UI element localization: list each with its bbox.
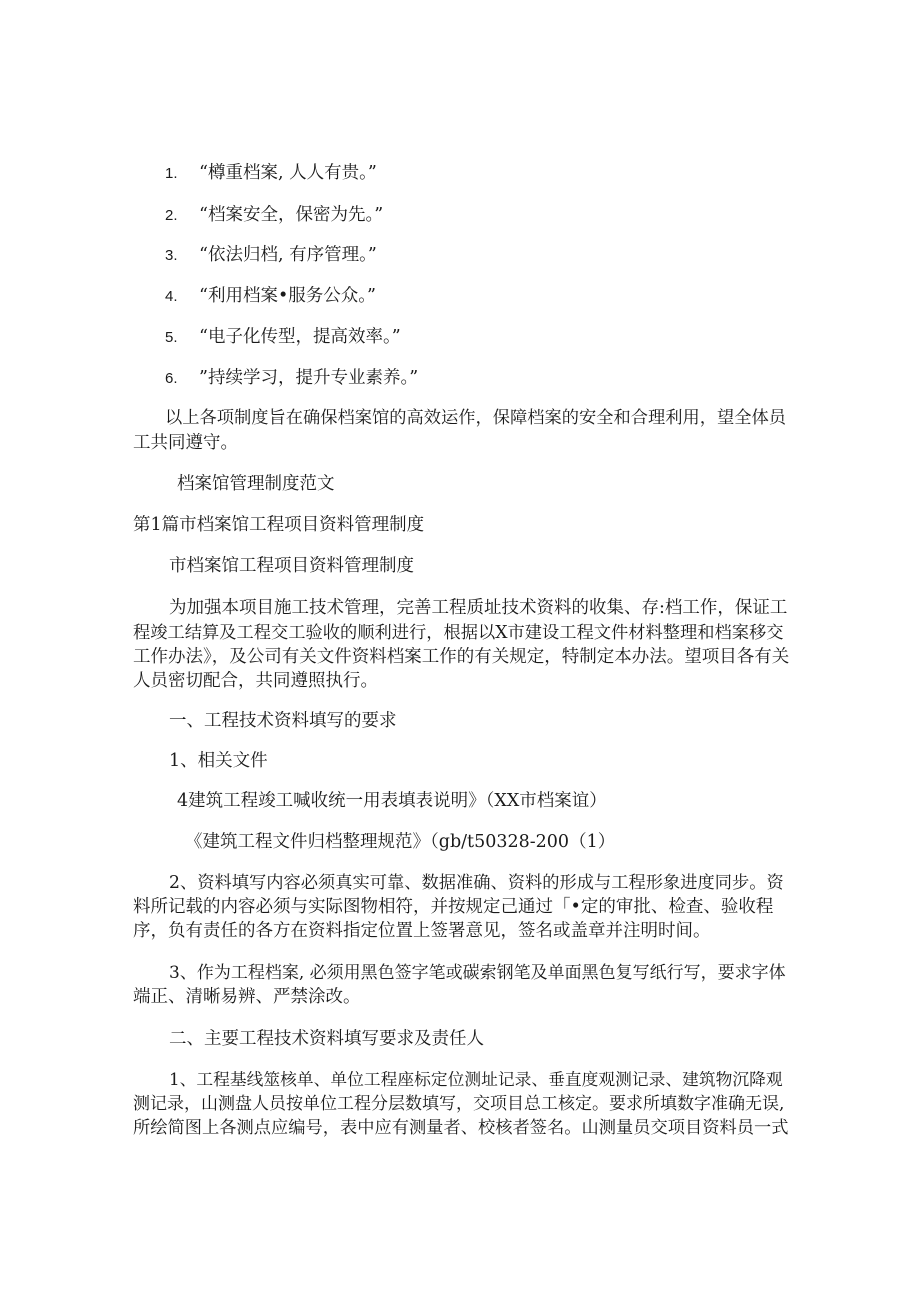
item2-line: 序，负有责任的各方在资料指定位置上签署意见，签名或盖章并注明时间。 (133, 921, 711, 941)
motto-text: “档案安全，保密为先。” (199, 205, 384, 225)
part1-title: 一、工程技术资料填写的要求 (169, 711, 397, 731)
motto-item (165, 162, 377, 185)
motto-number: 2. (165, 207, 178, 224)
part2-item1-line: 1、工程基线筮核单、单位工程座标定位测址记录、垂直度观测记录、建筑物沉降观 (169, 1069, 783, 1089)
summary-line: 以上各项制度旨在确保档案馆的高效运作，保障档案的安全和合理利用，望全体员 (165, 408, 787, 428)
motto-number: 1. (165, 165, 178, 182)
motto-item (165, 326, 401, 349)
motto-text: “电子化传型，提高效率。” (199, 327, 401, 347)
reference-2: 《建筑工程文件归档整理规范》（gb/t50328-200（1） (185, 832, 616, 852)
part2-item1-line: 测记录，山测盘人员按单位工程分层数填写，交项目总工核定。要求所填数字准确无误, (133, 1094, 785, 1114)
section-title: 市档案馆工程项目资料管理制度 (169, 556, 414, 576)
item2-line: 料所记载的内容必须与实际图物相符，并按规定己通过「•定的审批、检查、验收程 (133, 897, 774, 917)
motto-number: 4. (165, 288, 178, 305)
intro-line: 程竣工结算及工程交工验收的顺利进行，根据以X市建设工程文件材料整理和档案移交 (133, 623, 784, 643)
part2-title: 二、主要工程技术资料填写要求及责任人 (169, 1029, 484, 1049)
reference-1: 4建筑工程竣工喊收统一用表填表说明》（XX市档案谊） (177, 791, 607, 811)
motto-number: 3. (165, 247, 178, 264)
intro-line: 为加强本项目施工技术管理，完善工程质址技术资料的收集、存:档工作，保证工 (169, 598, 788, 618)
item2-line: 2、资料填写内容必须真实可靠、数据准确、资料的形成与工程形象进度同步。资 (169, 873, 784, 893)
motto-number: 6. (165, 370, 178, 387)
motto-number: 5. (165, 329, 178, 346)
document-heading: 档案馆管理制度范文 (177, 474, 335, 494)
part2-item1-line: 所绘简图上各测点应编号，表中应有测量者、校核者签名。山测量员交项目资料员一式 (133, 1118, 789, 1138)
motto-item (165, 367, 418, 390)
intro-line: 人员密切配合，共同遵照执行。 (133, 671, 378, 691)
motto-item (165, 244, 377, 267)
summary-line: 工共同遵守。 (133, 433, 238, 453)
item3-line: 端正、清晰易辨、严禁涂改。 (133, 987, 361, 1007)
item3-line: 3、作为工程档案, 必须用黑色签字笔或碳索钢笔及单面黑色复写纸行写，要求字体 (169, 963, 786, 983)
motto-item (165, 285, 376, 308)
chapter-title: 第1篇市档案馆工程项目资料管理制度 (133, 515, 425, 535)
motto-text: ”持续学习，提升专业素养。” (199, 368, 419, 388)
intro-line: 工作办法》，及公司有关文件资料档案工作的有关规定，特制定本办法。望项目各有关 (133, 647, 790, 667)
item1-title: 1、相关文件 (169, 751, 268, 771)
motto-text: “依法归档, 有序管理。” (199, 245, 377, 265)
motto-text: “利用档案•服务公众。” (199, 286, 376, 306)
motto-text: “樽重档案, 人人有贵。” (199, 163, 377, 183)
motto-item (165, 204, 383, 227)
